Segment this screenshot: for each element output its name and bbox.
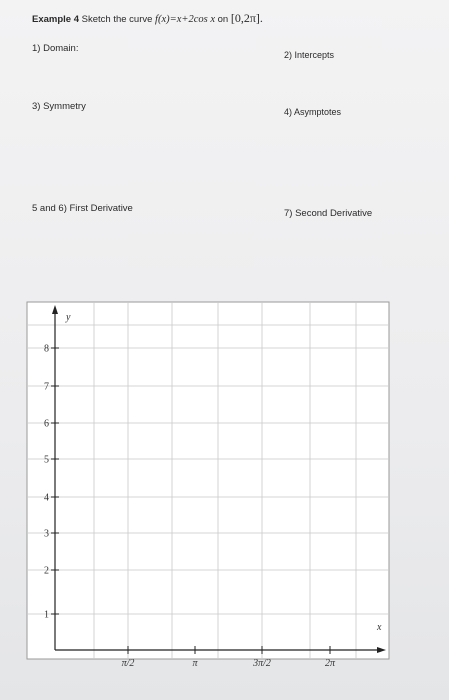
y-tick-label: 6 [44, 418, 49, 430]
x-tick-label: 2π [324, 658, 336, 669]
domain-heading: 1) Domain: [32, 43, 79, 54]
y-tick-label: 8 [44, 343, 49, 355]
on-text: on [217, 14, 229, 25]
first-derivative-heading: 5 and 6) First Derivative [32, 203, 133, 214]
x-tick-label: π [192, 658, 198, 669]
y-tick-label: 4 [44, 492, 49, 504]
x-tick-label: 3π/2 [253, 658, 271, 669]
y-tick-label: 1 [44, 609, 49, 621]
y-tick-label: 7 [44, 381, 49, 393]
symmetry-heading: 3) Symmetry [32, 101, 86, 112]
function-expression: f(x)=x+2cos x [155, 14, 215, 25]
y-tick-label: 5 [44, 454, 49, 466]
y-axis-label: y [66, 312, 71, 323]
y-tick-label: 2 [44, 565, 49, 577]
instruction-text: Sketch the curve [81, 14, 153, 25]
x-axis-label: x [377, 622, 382, 633]
intercepts-heading: 2) Intercepts [284, 50, 335, 60]
asymptotes-heading: 4) Asymptotes [284, 107, 342, 117]
y-tick-label: 3 [44, 528, 49, 540]
interval-text: [0,2π]. [230, 11, 263, 25]
graph-frame [27, 302, 389, 659]
second-derivative-heading: 7) Second Derivative [284, 208, 373, 219]
example-label: Example 4 [32, 14, 79, 25]
x-tick-label: π/2 [121, 658, 135, 669]
